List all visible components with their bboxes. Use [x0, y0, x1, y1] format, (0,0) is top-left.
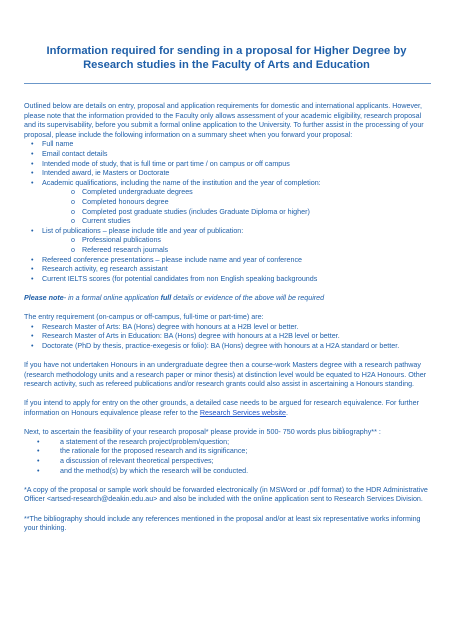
feasibility-list — [24, 438, 435, 476]
honours-paragraph: If you have not undertaken Honours in an undergraduate degree then a course-work Masters degree with a research pathway (research methodology units and a research paper or minor thesis) at distinction level would be equated to H2A Honours. Other research activity, such as refereed publications and/or research grants could also assist in ascertaining a Honours standing. — [24, 361, 427, 389]
publications-label: List of publications – please include title and year of publication: — [42, 226, 244, 235]
list-item: • Current IELTS scores (for potential candidates from non English speaking backgrounds — [24, 275, 435, 285]
footnote-bibliography: **The bibliography should include any references mentioned in the proposal and/or at least six representative works informing your thinking. — [24, 514, 421, 533]
list-item: • a statement of the research project/problem/question; — [24, 438, 435, 448]
equivalence-paragraph — [24, 399, 435, 418]
footnote-proposal: *A copy of the proposal or sample work should be forwarded electronically (in MSWord or .pdf format) to the HDR Administrative Officer <artsed-research@deakin.edu.au> and also be included with the online application sent to Research Services Division. — [24, 485, 428, 504]
note-text-after: details or evidence of the above will be required — [171, 293, 325, 302]
note-emphasis: full — [160, 293, 172, 302]
note-label: Please note — [24, 293, 64, 302]
sublist-item: o Current studies — [42, 217, 435, 227]
equivalence-end: . — [285, 409, 288, 417]
research-services-link[interactable]: Research Services website — [199, 409, 286, 417]
qualifications-label: Academic qualifications, including the name of the institution and the year of completion: — [42, 178, 321, 187]
sublist-item: o Professional publications — [42, 236, 435, 246]
note-paragraph — [24, 294, 435, 304]
entry-list — [24, 323, 435, 352]
list-item — [24, 179, 435, 227]
title-divider — [24, 83, 431, 84]
list-item: • Doctorate (PhD by thesis, practice-exegesis or folio): BA (Hons) degree with honours at a H2A standard or better. — [24, 342, 435, 352]
intro-paragraph: Outlined below are details on entry, proposal and application requirements for domestic and international applicants. However, please note that the information provided to the Faculty only allows assessment of your academic eligibility, research proposal and its supervisability, before you submit a formal online application to the University. To further assist in the processing of your proposal, please include the following information on a summary sheet when you forward your proposal: — [24, 102, 424, 139]
list-item: • Email contact details — [24, 150, 435, 160]
list-item: • Research activity, eg research assistant — [24, 265, 435, 275]
list-item: • a discussion of relevant theoretical perspectives; — [24, 457, 435, 467]
sublist-item: o Completed honours degree — [42, 198, 435, 208]
note-text-before: - in a formal online application — [63, 293, 161, 302]
list-item: • Intended mode of study, that is full time or part time / on campus or off campus — [24, 160, 435, 170]
summary-list — [24, 140, 435, 284]
list-item: • Research Master of Arts: BA (Hons) degree with honours at a H2B level or better. — [24, 323, 435, 333]
list-item: • Refereed conference presentations – please include name and year of conference — [24, 256, 435, 266]
list-item: • the rationale for the proposed research and its significance; — [24, 447, 435, 457]
sublist-item: o Completed undergraduate degrees — [42, 188, 435, 198]
list-item: • Full name — [24, 140, 435, 150]
entry-intro: The entry requirement (on-campus or off-campus, full-time or part-time) are: — [24, 313, 264, 322]
list-item — [24, 227, 435, 256]
list-item: • Intended award, ie Masters or Doctorate — [24, 169, 435, 179]
list-item: • and the method(s) by which the research will be conducted. — [24, 467, 435, 477]
document-body — [24, 102, 435, 534]
publications-sublist — [42, 236, 435, 255]
qualification-sublist — [42, 188, 435, 226]
sublist-item: o Completed post graduate studies (includes Graduate Diploma or higher) — [42, 208, 435, 218]
sublist-item: o Refereed research journals — [42, 246, 435, 256]
equivalence-text: If you intend to apply for entry on the other grounds, a detailed case needs to be argued for research equivalence. For further information on Honours equivalence please refer to the — [24, 399, 419, 417]
document-title: Information required for sending in a proposal for Higher Degree by Research studies in the Faculty of Arts and Education — [46, 45, 407, 71]
feasibility-intro: Next, to ascertain the feasibility of your research proposal* please provide in 500- 750 words plus bibliography** : — [24, 428, 381, 437]
list-item: • Research Master of Arts in Education: BA (Hons) degree with honours at a H2B level or better. — [24, 332, 435, 342]
